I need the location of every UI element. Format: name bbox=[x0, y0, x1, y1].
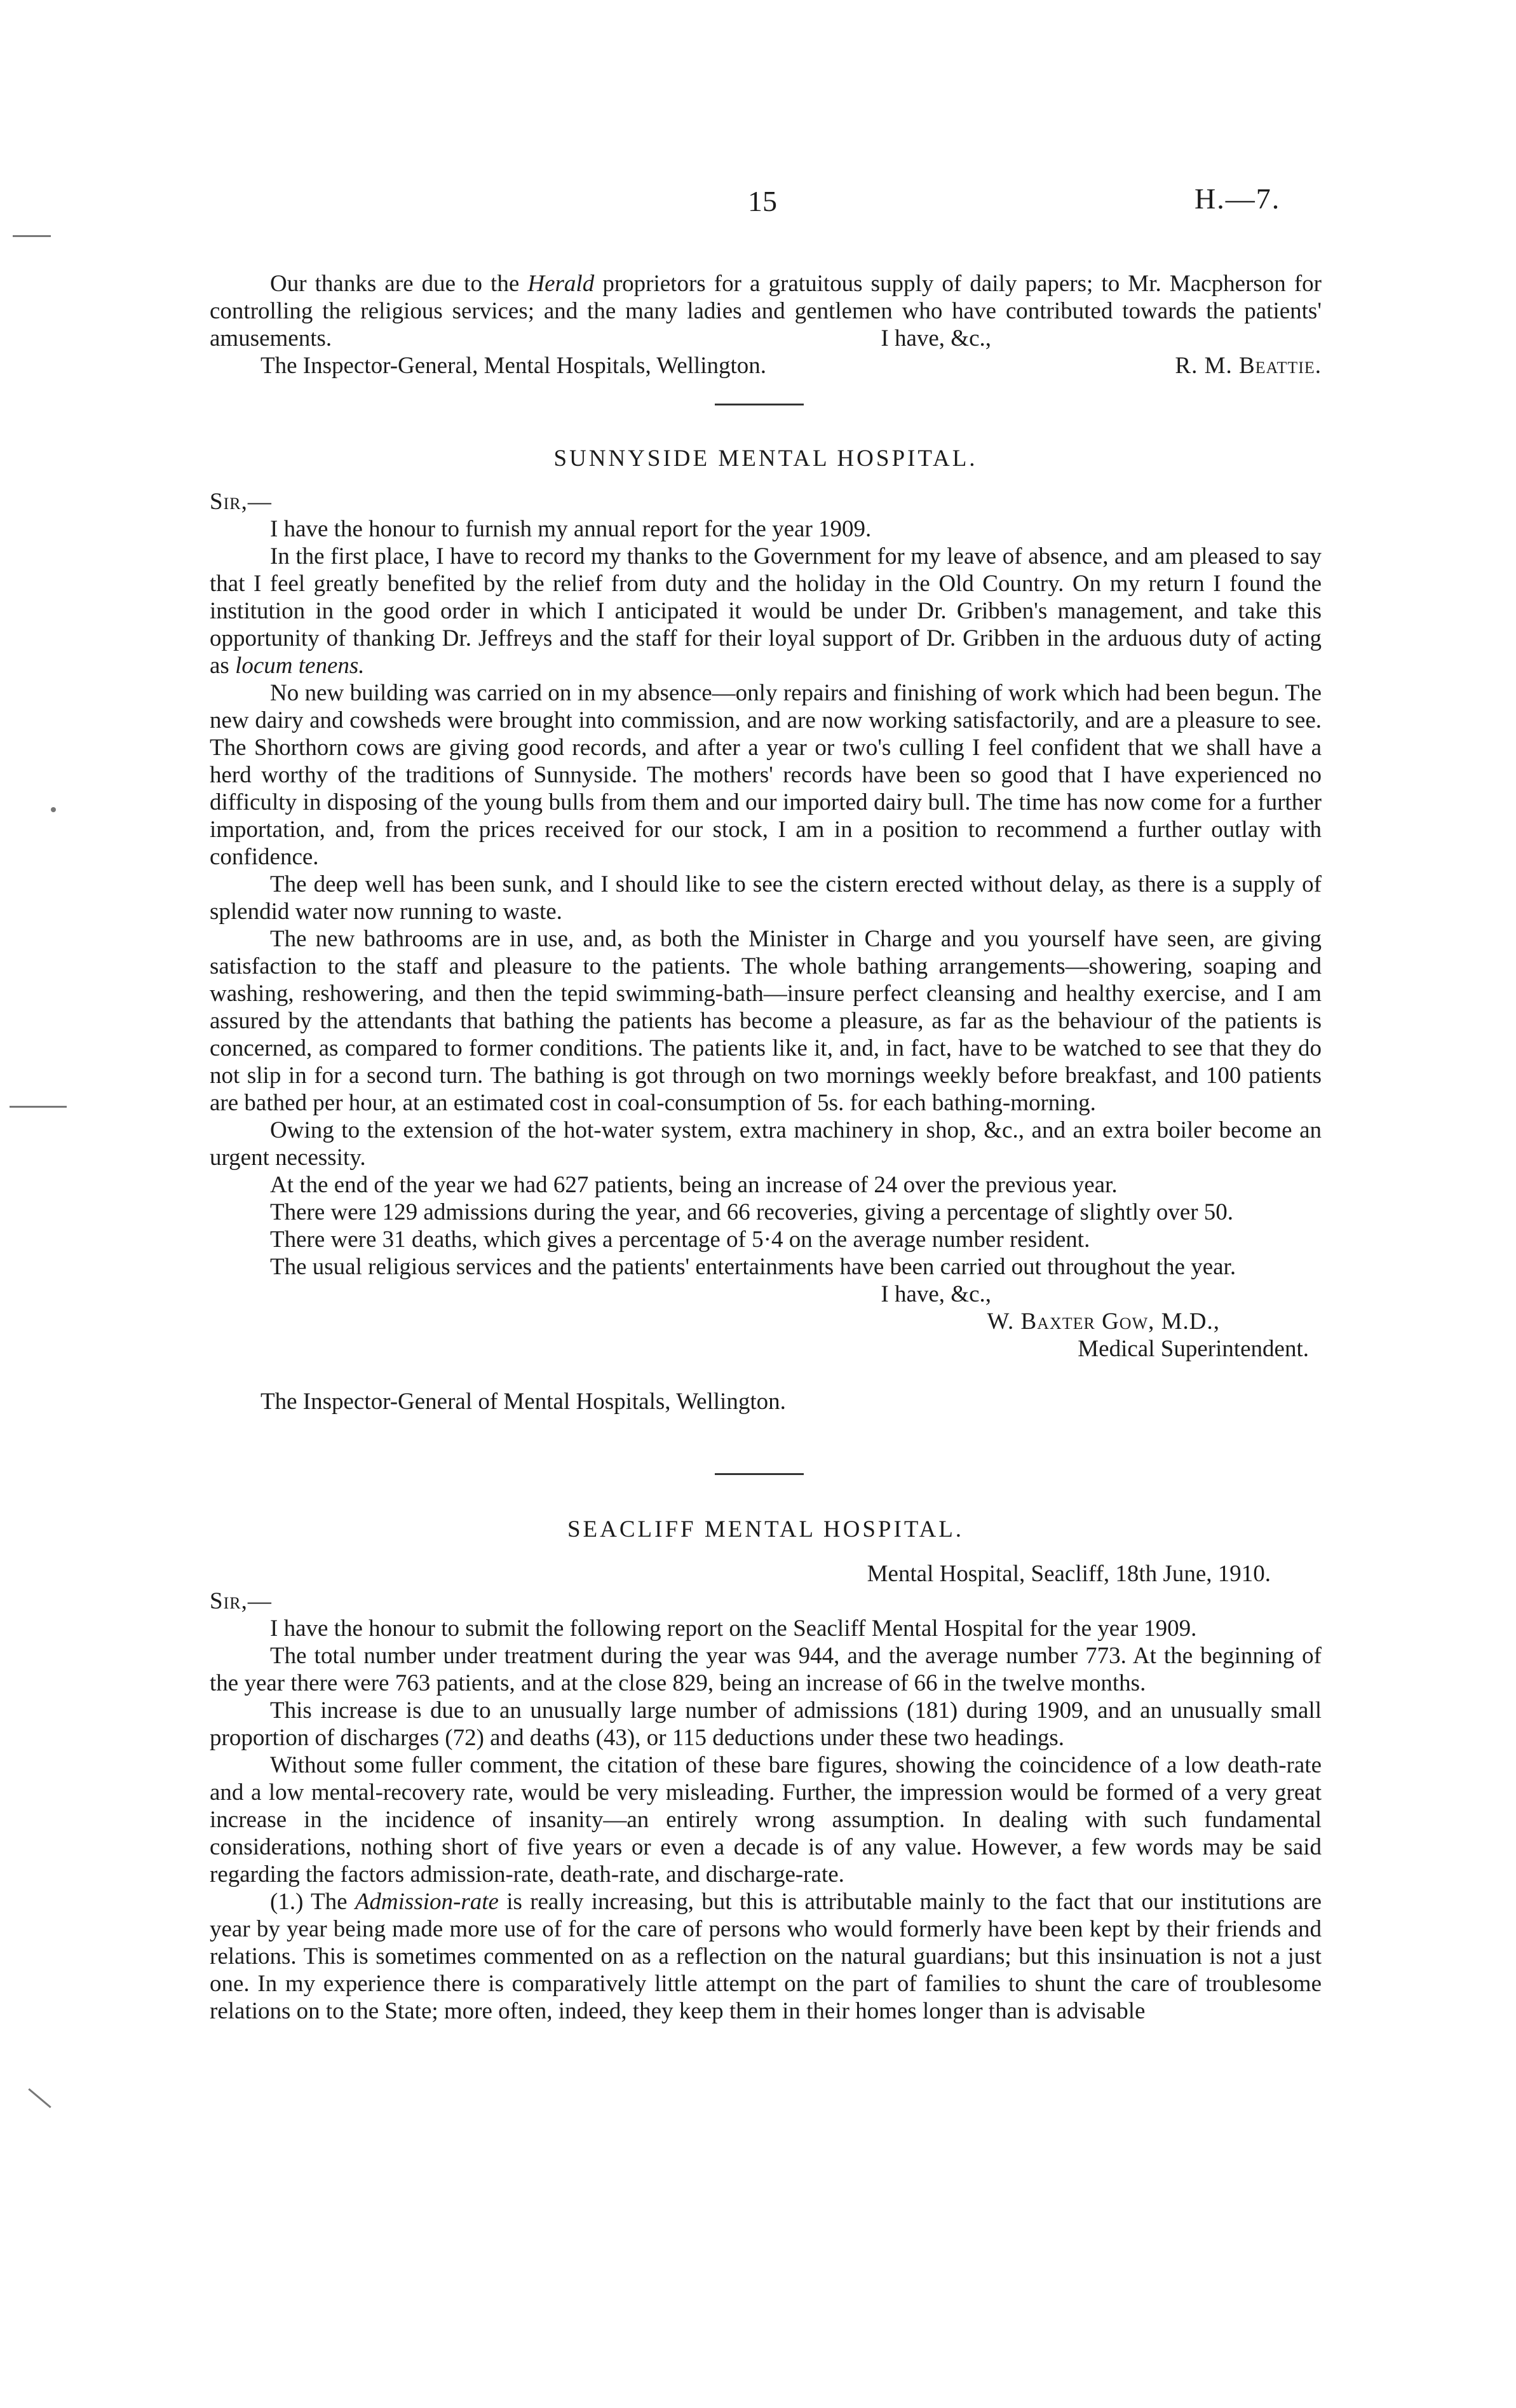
seacliff-paragraph: I have the honour to submit the following report on the Seacliff Mental Hospital for the year 1909. bbox=[270, 1616, 1197, 1642]
sunnyside-paragraph: Owing to the extension of the hot-water system, extra machinery in shop, &c., and an extra boiler become an urgent necessity. bbox=[210, 1117, 1322, 1171]
sunnyside-paragraph: There were 31 deaths, which gives a percentage of 5·4 on the average number resident. bbox=[270, 1227, 1090, 1253]
seacliff-section bbox=[210, 1560, 1322, 2025]
seacliff-paragraph: Without some fuller comment, the citation of these bare figures, showing the coincidence of a low death-rate and a low mental-recovery rate, would be very misleading. Further, the impression would be formed of a very great increase in the incidence of insanity—an entirely wrong assumption. In dealing with such fundamental considerations, nothing short of five years or even a decade is of any value. However, a few words may be said regarding the factors admission-rate, death-rate, and discharge-rate. bbox=[210, 1752, 1322, 1888]
scan-mark bbox=[28, 2088, 51, 2108]
sunnyside-paragraph: There were 129 admissions during the year, and 66 recoveries, giving a percentage of slightly over 50. bbox=[270, 1199, 1234, 1225]
beattie-thanks-paragraph: Our thanks are due to the Herald proprietors for a gratuitous supply of daily papers; to Mr. Macpherson for controlling the religious services; and the many ladies and gentlemen who have contributed towards the patients' amusements. bbox=[210, 271, 1322, 351]
sunnyside-signature: W. Baxter Gow, M.D., bbox=[987, 1309, 1220, 1335]
page-number: 15 bbox=[748, 185, 777, 217]
herald-title: Herald bbox=[527, 271, 595, 297]
sunnyside-closing: I have, &c., bbox=[881, 1281, 991, 1307]
sunnyside-title: SUNNYSIDE MENTAL HOSPITAL. bbox=[553, 446, 978, 472]
seacliff-salutation: Sir,— bbox=[210, 1588, 272, 1614]
sunnyside-paragraph: The usual religious services and the patients' entertainments have been carried out throughout the year. bbox=[270, 1254, 1236, 1280]
seacliff-admission-paragraph: (1.) The Admission-rate is really increasing, but this is attributable mainly to the fact that our institutions are year by year being made more use of for the care of persons who would formerly have been kept by their friends and relations. This is sometimes commented on as a reflection on the natural guardians; but this insinuation is not a just one. In my experience there is comparatively little attempt on the part of families to shunt the care of troublesome relations on to the State; more often, indeed, they keep them in their homes longer than is advisable bbox=[210, 1889, 1322, 2024]
sunnyside-paragraph: No new building was carried on in my absence—only repairs and finishing of work which had been begun. The new dairy and cowsheds were brought into commission, and are now working satisfactorily, and are a pleasure to see. The Shorthorn cows are giving good records, and after a year or two's culling I feel confident that we shall have a herd worthy of the traditions of Sunnyside. The mothers' records have been so good that I have experienced no difficulty in disposing of the young bulls from them and our imported dairy bull. The time has now come for a further importation, and, from the prices received for our stock, I am in a position to recommend a further outlay with confidence. bbox=[210, 680, 1322, 870]
scan-mark bbox=[10, 1106, 67, 1108]
beattie-section bbox=[210, 270, 1322, 379]
section-divider bbox=[715, 404, 804, 405]
admission-rate-term: Admission-rate bbox=[355, 1889, 499, 1915]
sunnyside-paragraph: In the first place, I have to record my thanks to the Government for my leave of absence, and am pleased to say that I feel greatly benefited by the relief from duty and the holiday in the Old Country. On my return I found the institution in the good order in which I anticipated it would be under Dr. Gribben's management, and take this opportunity of thanking Dr. Jeffreys and the staff for their loyal support of Dr. Gribben in the arduous duty of acting as locum tenens. bbox=[210, 543, 1322, 679]
seacliff-title: SEACLIFF MENTAL HOSPITAL. bbox=[567, 1516, 964, 1542]
beattie-closing: I have, &c., bbox=[881, 325, 991, 351]
sunnyside-paragraph: I have the honour to furnish my annual report for the year 1909. bbox=[270, 516, 872, 542]
sunnyside-salutation: Sir,— bbox=[210, 489, 272, 515]
locum-tenens: locum tenens. bbox=[235, 653, 365, 679]
sunnyside-signature-title: Medical Superintendent. bbox=[1078, 1336, 1309, 1362]
seacliff-paragraph: The total number under treatment during the year was 944, and the average number 773. At the beginning of the year there were 763 patients, and at the close 829, being an increase of 66 in the twelve months. bbox=[210, 1643, 1322, 1696]
section-divider bbox=[715, 1473, 804, 1475]
scan-mark bbox=[51, 807, 56, 812]
beattie-addressee: The Inspector-General, Mental Hospitals, Wellington. R. M. Beattie. bbox=[261, 353, 1322, 379]
sunnyside-addressee: The Inspector-General of Mental Hospitals, Wellington. bbox=[261, 1389, 786, 1415]
sunnyside-paragraph: The deep well has been sunk, and I should like to see the cistern erected without delay, as there is a supply of splendid water now running to waste. bbox=[210, 871, 1322, 925]
seacliff-paragraph: This increase is due to an unusually large number of admissions (181) during 1909, and an unusually small proportion of discharges (72) and deaths (43), or 115 deductions under these two headings. bbox=[210, 1697, 1322, 1751]
beattie-signature: R. M. Beattie. bbox=[1175, 353, 1322, 379]
sunnyside-paragraph: The new bathrooms are in use, and, as both the Minister in Charge and you yourself have seen, are giving satisfaction to the staff and pleasure to the patients. The whole bathing arrangements—showering, soaping and washing, reshowering, and then the tepid swimming-bath—insure perfect cleansing and healthy exercise, and I am assured by the attendants that bathing the patients has become a pleasure, as far as the behaviour of the patients is concerned, as compared to former conditions. The patients like it, and, in fact, have to be watched to see that they do not slip in for a second turn. The bathing is got through on two mornings weekly before breakfast, and 100 patients are bathed per hour, at an estimated cost in coal-consumption of 5s. for each bathing-morning. bbox=[210, 926, 1322, 1116]
sunnyside-paragraph: At the end of the year we had 627 patients, being an increase of 24 over the previous year. bbox=[270, 1172, 1118, 1198]
sunnyside-section bbox=[210, 488, 1322, 1415]
scan-mark bbox=[13, 235, 51, 237]
document-code: H.—7. bbox=[1195, 182, 1281, 215]
seacliff-dateline: Mental Hospital, Seacliff, 18th June, 1910. bbox=[867, 1561, 1271, 1587]
